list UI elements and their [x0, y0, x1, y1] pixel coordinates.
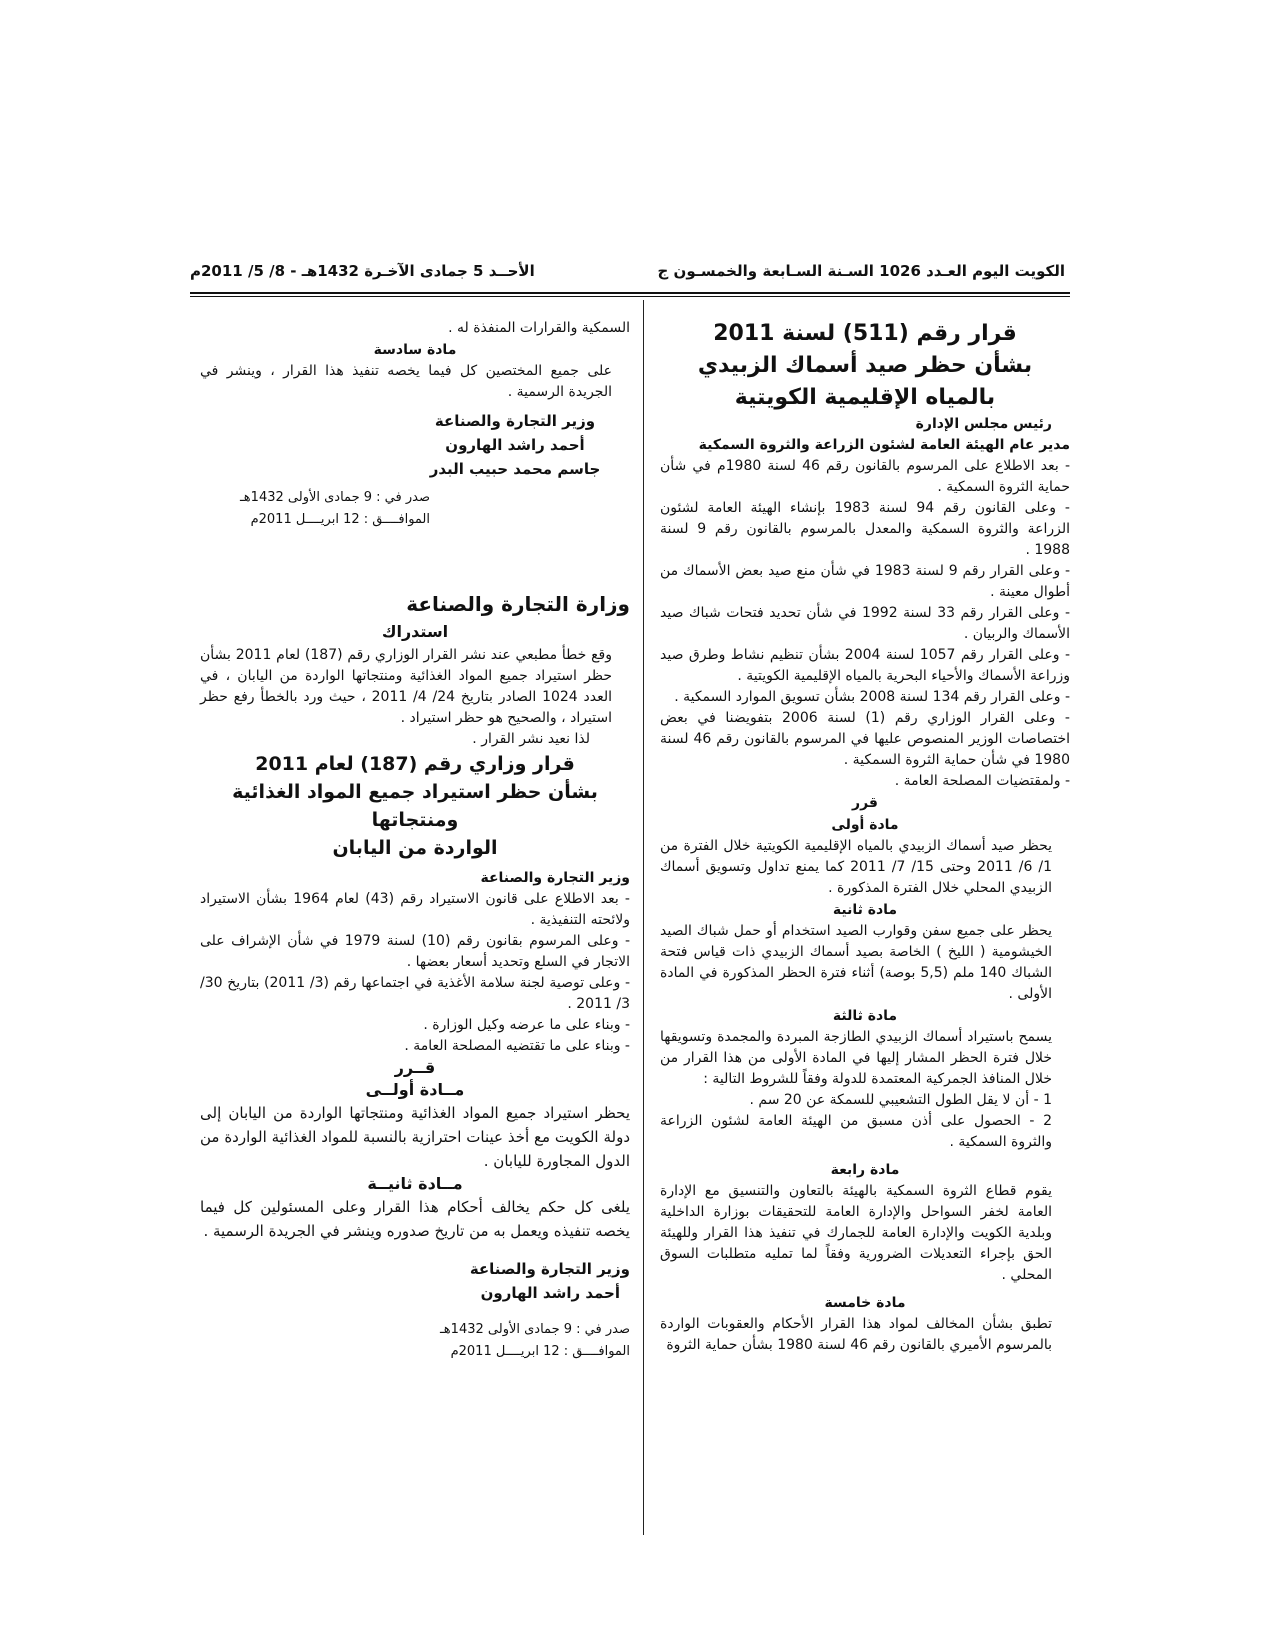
article-3-condition-2: 2 - الحصول على أذن مسبق من الهيئة العامة لشئون الزراعة والثروة السمكية .	[660, 1113, 1052, 1150]
article-2-text: يلغى كل حكم يخالف أحكام هذا القرار وعلى المسئولين كل فيما يخصه تنفيذه ويعمل به من تاريخ صدوره وينشر في الجريدة الرسمية .	[200, 1198, 630, 1240]
preamble-item: - ولمقتضيات المصلحة العامة .	[894, 773, 1070, 789]
ministerial-decision-subject: بشأن حظر استيراد جميع المواد الغذائية ومنتجاتها	[232, 781, 598, 831]
article-1-text: يحظر استيراد جميع المواد الغذائية ومنتجاتها الواردة من اليابان إلى دولة الكويت مع أخذ عينات احترازية بالنسبة للمواد الغذائية الواردة من الدول المجاورة لليابان .	[200, 1104, 630, 1170]
decision-subject: بشأن حظر صيد أسماك الزبيدي	[697, 353, 1033, 378]
signatory-title: وزير التجارة والصناعة	[434, 412, 596, 430]
header-date: الأحــد 5 جمادى الآخـرة 1432هـ - 8/ 5/ 2011م	[190, 262, 535, 280]
article-2-heading: مــادة ثانيــة	[367, 1174, 463, 1193]
column-divider	[643, 300, 644, 1535]
header-issue-info: الكويت اليوم العـدد 1026 السـنة السـابعة والخمسـون ج	[657, 262, 1065, 280]
ministerial-decision-title: قرار وزاري رقم (187) لعام 2011	[255, 753, 575, 775]
correction-heading: استدراك	[381, 622, 449, 641]
decided-heading: قــرر	[394, 1058, 436, 1077]
header-rule-thin	[190, 296, 1070, 297]
article-4-heading: مادة رابعة	[830, 1162, 900, 1178]
article-4-text: يقوم قطاع الثروة السمكية بالهيئة بالتعاون والتنسيق مع الإدارة العامة لخفر السواحل والإدارة العامة للتحقيقات بوزارة الداخلية وبلدية الكويت والإدارة العامة للجمارك في تنفيذ هذا القرار وللهيئة الحق بإجراء التعديلات الضرورية وفقاً لما تمليه متطلبات السوق المحلي .	[660, 1183, 1052, 1283]
preamble-item: - وعلى القانون رقم 94 لسنة 1983 بإنشاء الهيئة العامة لشئون الزراعة والثروة السمكية والمعدل بالمرسوم بالقانون رقم 9 لسنة 1988 .	[660, 500, 1070, 558]
issuer-role: مدير عام الهيئة العامة لشئون الزراعة والثروة السمكية	[698, 437, 1070, 453]
issue-date-gregorian: الموافــــق : 12 ابريــــل 2011م	[250, 512, 430, 527]
ministerial-date-hijri: صدر في : 9 جمادى الأولى 1432هـ	[440, 1322, 630, 1337]
right-column	[660, 318, 1070, 1356]
article-1-heading: مادة أولى	[831, 817, 899, 833]
correction-text: وقع خطأ مطبعي عند نشر القرار الوزاري رقم (187) لعام 2011 بشأن حظر استيراد جميع المواد الغذائية ومنتجاتها الواردة من اليابان ، في العدد 1024 الصادر بتاريخ 24/ 4/ 2011 ، حيث ورد بالخطأ رفع حظر استيراد ، والصحيح هو حظر استيراد .	[200, 647, 612, 726]
preamble-item: - وعلى المرسوم بقانون رقم (10) لسنة 1979 في شأن الإشراف على الاتجار في السلع وتحديد أسعار بعضها .	[200, 933, 630, 970]
article-1-text: يحظر صيد أسماك الزبيدي بالمياه الإقليمية الكويتية خلال الفترة من 1/ 6/ 2011 وحتى 15/ 7/ 2011 كما يمنع تداول وتسويق أسماك الزبيدي المحلي خلال الفترة المذكورة .	[660, 838, 1053, 896]
ministerial-date-gregorian: الموافــــق : 12 ابريــــل 2011م	[450, 1344, 630, 1359]
issue-date-hijri: صدر في : 9 جمادى الأولى 1432هـ	[240, 490, 430, 505]
preamble-item: - وعلى القرار رقم 9 لسنة 1983 في شأن منع صيد بعض الأسماك من أطوال معينة .	[660, 563, 1071, 600]
page-header	[190, 262, 1065, 284]
article-2-text: يحظر على جميع سفن وقوارب الصيد استخدام أو حمل شباك الصيد الخيشومية ( الليخ ) الخاصة بصيد أسماك الزبيدي ذات قياس فتحة الشباك 140 ملم (5,5 بوصة) أثناء فترة الحظر المذكورة في المادة الأولى .	[660, 923, 1052, 1002]
article-3-heading: مادة ثالثة	[832, 1008, 898, 1024]
article-5-heading: مادة خامسة	[824, 1295, 906, 1311]
preamble-item: - وعلى توصية لجنة سلامة الأغذية في اجتماعها رقم (3/ 2011) بتاريخ 30/ 3/ 2011 .	[200, 975, 630, 1012]
preamble-item: - وبناء على ما عرضه وكيل الوزارة .	[423, 1017, 630, 1033]
article-5-text: تطبق بشأن المخالف لمواد هذا القرار الأحكام والعقوبات الواردة بالمرسوم الأميري بالقانون رقم 46 لسنة 1980 بشأن حماية الثروة	[660, 1316, 1052, 1353]
signatory-name: جاسم محمد حبيب البدر	[429, 460, 601, 478]
article-6-text: على جميع المختصين كل فيما يخصه تنفيذ هذا القرار ، وينشر في الجريدة الرسمية .	[200, 363, 612, 400]
decided-heading: قرر	[852, 795, 878, 811]
preamble-item: - وعلى القرار رقم 134 لسنة 2008 بشأن تسويق الموارد السمكية .	[674, 689, 1070, 705]
minister-signature-title: وزير التجارة والصناعة	[469, 1260, 630, 1278]
left-column	[200, 318, 630, 1363]
preamble-item: - وبناء على ما تقتضيه المصلحة العامة .	[404, 1038, 630, 1054]
minister-name: أحمد راشد الهارون	[480, 1284, 620, 1302]
preamble-item: - وعلى القرار رقم 33 لسنة 1992 في شأن تحديد فتحات شباك صيد الأسماك والربيان .	[660, 605, 1070, 642]
article-3-condition-1: 1 - أن لا يقل الطول التشعيبي للسمكة عن 20 سم .	[749, 1092, 1052, 1108]
preamble-item: - بعد الاطلاع على المرسوم بالقانون رقم 46 لسنة 1980م في شأن حماية الثروة السمكية .	[660, 458, 1070, 495]
article-6-heading: مادة سادسة	[373, 342, 457, 358]
preamble-item: - وعلى القرار رقم 1057 لسنة 2004 بشأن تنظيم نشاط وطرق صيد وزراعة الأسماك والأحياء البحرية بالمياه الإقليمية الكويتية .	[660, 647, 1071, 684]
article-3-text: يسمح باستيراد أسماك الزبيدي الطازجة المبردة والمجمدة وتسويقها خلال فترة الحظر المشار إليها في المادة الأولى من هذا القرار من خلال المنافذ الجمركية المعتمدة للدولة وفقاً للشروط التالية :	[660, 1029, 1052, 1087]
article-1-heading: مــادة أولــى	[365, 1080, 465, 1099]
ministerial-decision-subject-2: الواردة من اليابان	[332, 837, 498, 859]
signatory-role: أحمد راشد الهارون	[445, 436, 585, 454]
republish-note: لذا نعيد نشر القرار .	[472, 731, 590, 747]
article-2-heading: مادة ثانية	[832, 902, 898, 918]
article-5-continuation: السمكية والقرارات المنفذة له .	[448, 320, 630, 336]
minister-title: وزير التجارة والصناعة	[480, 870, 630, 886]
decision-title: قرار رقم (511) لسنة 2011	[713, 321, 1017, 346]
preamble-item: - بعد الاطلاع على قانون الاستيراد رقم (43) لعام 1964 بشأن الاستيراد ولائحته التنفيذية .	[200, 891, 630, 928]
decision-subject-2: بالمياه الإقليمية الكويتية	[734, 385, 996, 410]
ministry-heading: وزارة التجارة والصناعة	[406, 592, 630, 616]
preamble-item: - وعلى القرار الوزاري رقم (1) لسنة 2006 بتفويضنا في بعض اختصاصات الوزير المنصوص عليها في المرسوم بالقانون رقم 46 لسنة 1980 في شأن حماية الثروة السمكية .	[660, 710, 1070, 768]
header-rule	[190, 292, 1070, 294]
issuer-title: رئيس مجلس الإدارة	[915, 416, 1052, 432]
